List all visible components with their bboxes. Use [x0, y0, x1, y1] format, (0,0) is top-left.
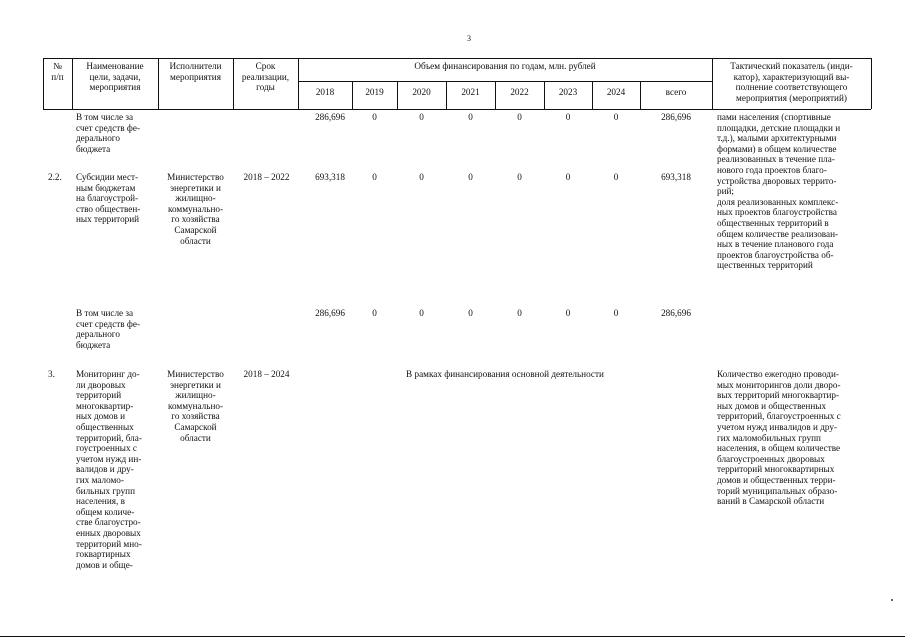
header-year: 2024	[606, 87, 626, 97]
row-number: 3.	[48, 369, 55, 379]
funding-note: В рамках финансирования основной деятельности	[406, 369, 604, 379]
value-cell: 0	[565, 308, 571, 318]
value-cell: 0	[565, 172, 571, 182]
row-executor: Министерство энергетики и жилищно- коммунально- го хозяйства Самарской области	[167, 369, 224, 443]
header-year: 2022	[510, 87, 529, 97]
value-cell: 0	[468, 112, 473, 122]
value-cell: 693,318	[315, 172, 345, 182]
value-cell: 0	[372, 172, 377, 182]
value-cell: 0	[419, 112, 424, 122]
value-cell: 0	[372, 112, 377, 122]
value-cell: 0	[419, 308, 424, 318]
header-num: № п/п	[51, 61, 64, 82]
indicator-text: Количество ежегодно проводи- мых мониторингов доли дворо- вых территорий многоквартир- ных домов и общественных территорий, благоустроенных с учетом нужд инвалидов и дру- гих маломобильных групп населения, в общем количестве благоустроенных дворовых территорий многоквартирных домов и общественных терри- торий муниципальных образо- ваний в Самарской области	[717, 369, 841, 507]
value-cell: 0	[419, 172, 424, 182]
value-cell: 0	[372, 308, 377, 318]
total-cell: 286,696	[661, 308, 691, 318]
value-cell: 0	[565, 112, 571, 122]
total-cell: 693,318	[661, 172, 691, 182]
header-year: 2020	[412, 87, 431, 97]
header-top-rule	[43, 58, 871, 59]
header-term: Срок реализации, годы	[241, 61, 290, 93]
indicator-text: пами населения (спортивные площадки, детские площадки и т.д.), малыми архитектурными формами) в общем количестве реализованных в течение пла- нового года проектов благо- устройства дворовых террито- рий; доля реализованных комплекс- ных проектов благоустройства общественных территорий в общем количестве реализован- ных в течение планового года проектов благоустройства об- щественных территорий	[717, 112, 841, 271]
header-year: 2018	[315, 87, 335, 97]
value-cell: 0	[613, 308, 619, 318]
row-name: Субсидии мест- ным бюджетам на благоустрой- ство обществен- ных территорий	[76, 172, 141, 225]
value-cell: 0	[613, 172, 619, 182]
page-bottom-edge	[0, 636, 905, 637]
row-executor: Министерство энергетики и жилищно- коммунально- го хозяйства Самарской области	[167, 172, 224, 246]
row-name: В том числе за счет средств фе- дерального бюджета	[76, 308, 141, 350]
header-year: 2019	[365, 87, 384, 97]
header-year: 2021	[461, 87, 480, 97]
header-name: Наименование цели, задачи, мероприятия	[86, 61, 144, 93]
header-funding: Объем финансирования по годам, млн. рублей	[414, 61, 596, 71]
row-term: 2018 – 2022	[243, 172, 290, 182]
row-name: Мониторинг до- ли дворовых территорий многоквартир- ных домов и общественных территорий, бла- гоустроенных с учетом нужд ин- валидов и дру- гих маломо- бильных групп населения, в общем количе- стве благоустро- енных дворовых территорий мно- гоквартирных домов и обще-	[76, 369, 142, 570]
value-cell: 0	[468, 172, 473, 182]
header-executors: Исполнители мероприятия	[169, 61, 222, 82]
page-number: 3	[467, 34, 471, 43]
header-indicator: Тактический показатель (инди- катор), характеризующий вы- полнение соответствующего мероприятия (мероприятий)	[730, 61, 853, 103]
header-bottom-rule	[43, 109, 871, 110]
scan-speck	[891, 599, 893, 601]
header-divider	[871, 58, 872, 109]
total-cell: 286,696	[661, 112, 691, 122]
value-cell: 0	[517, 112, 522, 122]
value-cell: 286,696	[315, 308, 345, 318]
value-cell: 0	[517, 172, 522, 182]
row-term: 2018 – 2024	[243, 369, 290, 379]
value-cell: 286,696	[315, 112, 345, 122]
value-cell: 0	[468, 308, 473, 318]
header-mid-rule	[298, 81, 712, 82]
header-year: 2023	[558, 87, 578, 97]
value-cell: 0	[613, 112, 619, 122]
row-number: 2.2.	[48, 172, 62, 182]
value-cell: 0	[517, 308, 522, 318]
header-total: всего	[665, 87, 687, 97]
row-name: В том числе за счет средств фе- дерального бюджета	[76, 112, 141, 154]
